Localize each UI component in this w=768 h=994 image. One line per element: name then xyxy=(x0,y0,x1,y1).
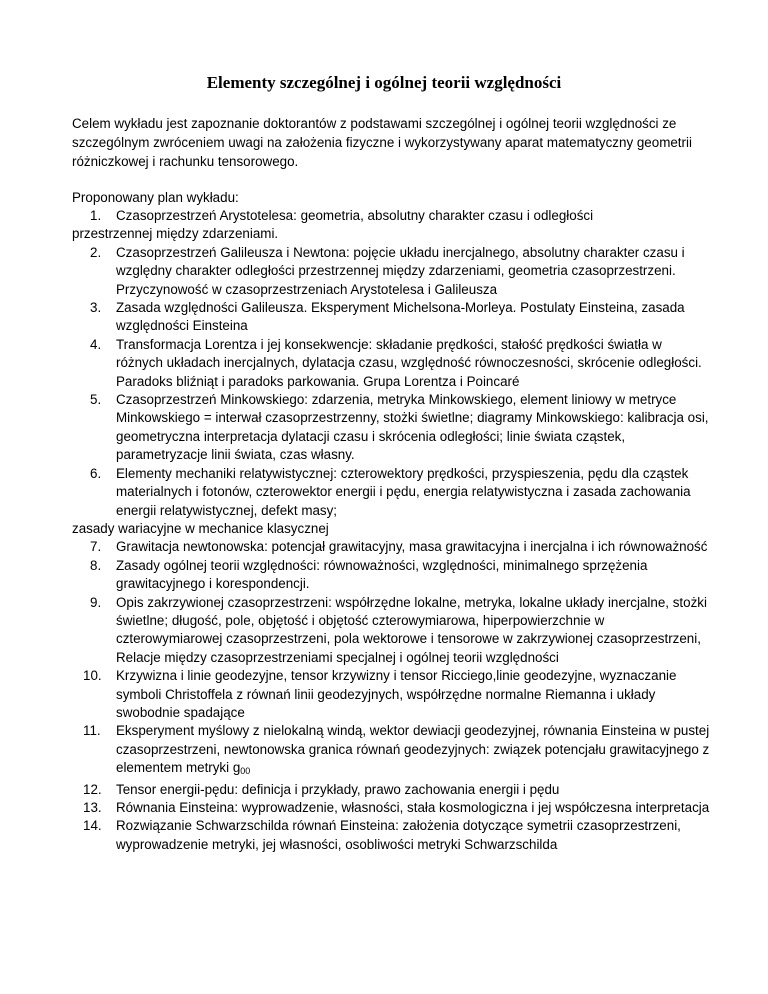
list-item xyxy=(72,465,712,539)
intro-paragraph: Celem wykładu jest zapoznanie doktorantów z podstawami szczególnej i ogólnej teorii względności ze szczególnym zwróceniem uwagi na założenia fizyczne i wykorzystywany aparat matematyczny geometrii różniczkowej i rachunku tensorowego. xyxy=(72,116,692,169)
item-number: 12. xyxy=(83,781,102,797)
list-item xyxy=(72,817,712,854)
list-item xyxy=(72,667,712,722)
item-text: Grawitacja newtonowska: potencjał grawitacyjny, masa grawitacyjna i inercjalna i ich równoważność xyxy=(116,539,708,555)
item-number: 2. xyxy=(90,244,102,260)
list-item xyxy=(72,244,712,299)
item-number: 5. xyxy=(90,392,102,408)
item-number: 4. xyxy=(90,336,102,352)
item-number: 1. xyxy=(90,208,102,223)
list-item xyxy=(72,538,712,556)
list-item xyxy=(72,391,712,465)
item-number: 14. xyxy=(83,818,102,834)
list-item xyxy=(72,722,712,780)
item-text: Tensor energii-pędu: definicja i przykłady, prawo zachowania energii i pędu xyxy=(116,781,560,797)
item-text: Równania Einsteina: wyprowadzenie, własności, stała kosmologiczna i jej współczesna interpretacja xyxy=(116,800,710,815)
list-item xyxy=(72,799,712,817)
list-item xyxy=(72,299,712,336)
item-text: Czasoprzestrzeń Minkowskiego: zdarzenia, metryka Minkowskiego, element liniowy w metryce Minkowskiego = interwał czasoprzestrzenny, stożki świetlne; diagramy Minkowskiego: kalibracja osi, geometryczna interpretacja dylatacji czasu i skrócenia odległości; linie świata cząstek, parametryzacje linii świata, czas własny. xyxy=(116,392,709,463)
list-item xyxy=(72,557,712,594)
item-number: 3. xyxy=(90,300,102,316)
item-number: 6. xyxy=(90,465,102,481)
item-text: Eksperyment myślowy z nielokalną windą, wektor dewiacji geodezyjnej, równania Einsteina w pustej czasoprzestrzeni, newtonowska granica równań geodezyjnych: związek potencjału grawitacyjnego z elementem metryki g xyxy=(116,723,710,776)
metric-subscript: 00 xyxy=(240,766,251,777)
list-item xyxy=(72,336,712,391)
item-number: 7. xyxy=(90,539,102,555)
item-number: 10. xyxy=(83,668,102,684)
item-text: Transformacja Lorentza i jej konsekwencje: składanie prędkości, stałość prędkości światła w różnych układach inercjalnych, dylatacja czasu, względność równoczesności, skrócenie odległości. Paradoks bliźniąt i paradoks parkowania. Grupa Lorentza i Poincaré xyxy=(116,336,702,389)
list-item xyxy=(72,207,712,244)
item-number: 9. xyxy=(90,594,102,610)
item-text: Rozwiązanie Schwarzschilda równań Einsteina: założenia dotyczące symetrii czasoprzestrzeni, wyprowadzenie metryki, jej własności, osobliwości metryki Schwarzschilda xyxy=(116,818,681,852)
list-item xyxy=(72,594,712,668)
lecture-plan-list xyxy=(72,207,712,854)
document-title: Elementy szczególnej i ogólnej teorii względności xyxy=(206,73,562,92)
item-number: 11. xyxy=(83,723,101,739)
item-number: 8. xyxy=(90,557,102,573)
item-text-continuation: zasady wariacyjne w mechanice klasycznej xyxy=(72,520,329,536)
list-item xyxy=(72,781,712,799)
item-text: Elementy mechaniki relatywistycznej: czterowektory prędkości, przyspieszenia, pędu dla cząstek materialnych i fotonów, czterowektor energii i pędu, energia relatywistyczna i zasada zachowania energii relatywistycznej, defekt masy; xyxy=(116,465,691,518)
item-text: Opis zakrzywionej czasoprzestrzeni: współrzędne lokalne, metryka, lokalne układy inercjalne, stożki świetlne; długość, pole, objętość i objętość czterowymiarowa, hiperpowierzchnie w czterowymiarowej czasoprzestrzeni, pola wektorowe i tensorowe w zakrzywionej czasoprzestrzeni, Relacje między czasoprzestrzeniami specjalnej i ogólnej teorii względności xyxy=(116,594,707,665)
item-text: Zasada względności Galileusza. Eksperyment Michelsona-Morleya. Postulaty Einsteina, zasada względności Einsteina xyxy=(116,300,685,334)
item-text: Czasoprzestrzeń Arystotelesa: geometria, absolutny charakter czasu i odległości xyxy=(116,208,594,223)
item-text-continuation: przestrzennej między zdarzeniami. xyxy=(72,226,279,242)
item-number: 13. xyxy=(83,800,102,815)
item-text: Krzywizna i linie geodezyjne, tensor krzywizny i tensor Ricciego,linie geodezyjne, wyznaczanie symboli Christoffela z równań linii geodezyjnych, współrzędne normalne Riemanna i układy swobodnie spadające xyxy=(116,668,677,720)
item-text: Czasoprzestrzeń Galileusza i Newtona: pojęcie układu inercjalnego, absolutny charakter czasu i względny charakter odległości przestrzennej między zdarzeniami, geometria czasoprzestrzeni. Przyczynowość w czasoprzestrzeniach Arystotelesa i Galileusza xyxy=(116,244,685,297)
plan-label: Proponowany plan wykładu: xyxy=(72,190,239,205)
item-text: Zasady ogólnej teorii względności: równoważności, względności, minimalnego sprzężenia grawitacyjnego i korespondencji. xyxy=(116,557,648,592)
